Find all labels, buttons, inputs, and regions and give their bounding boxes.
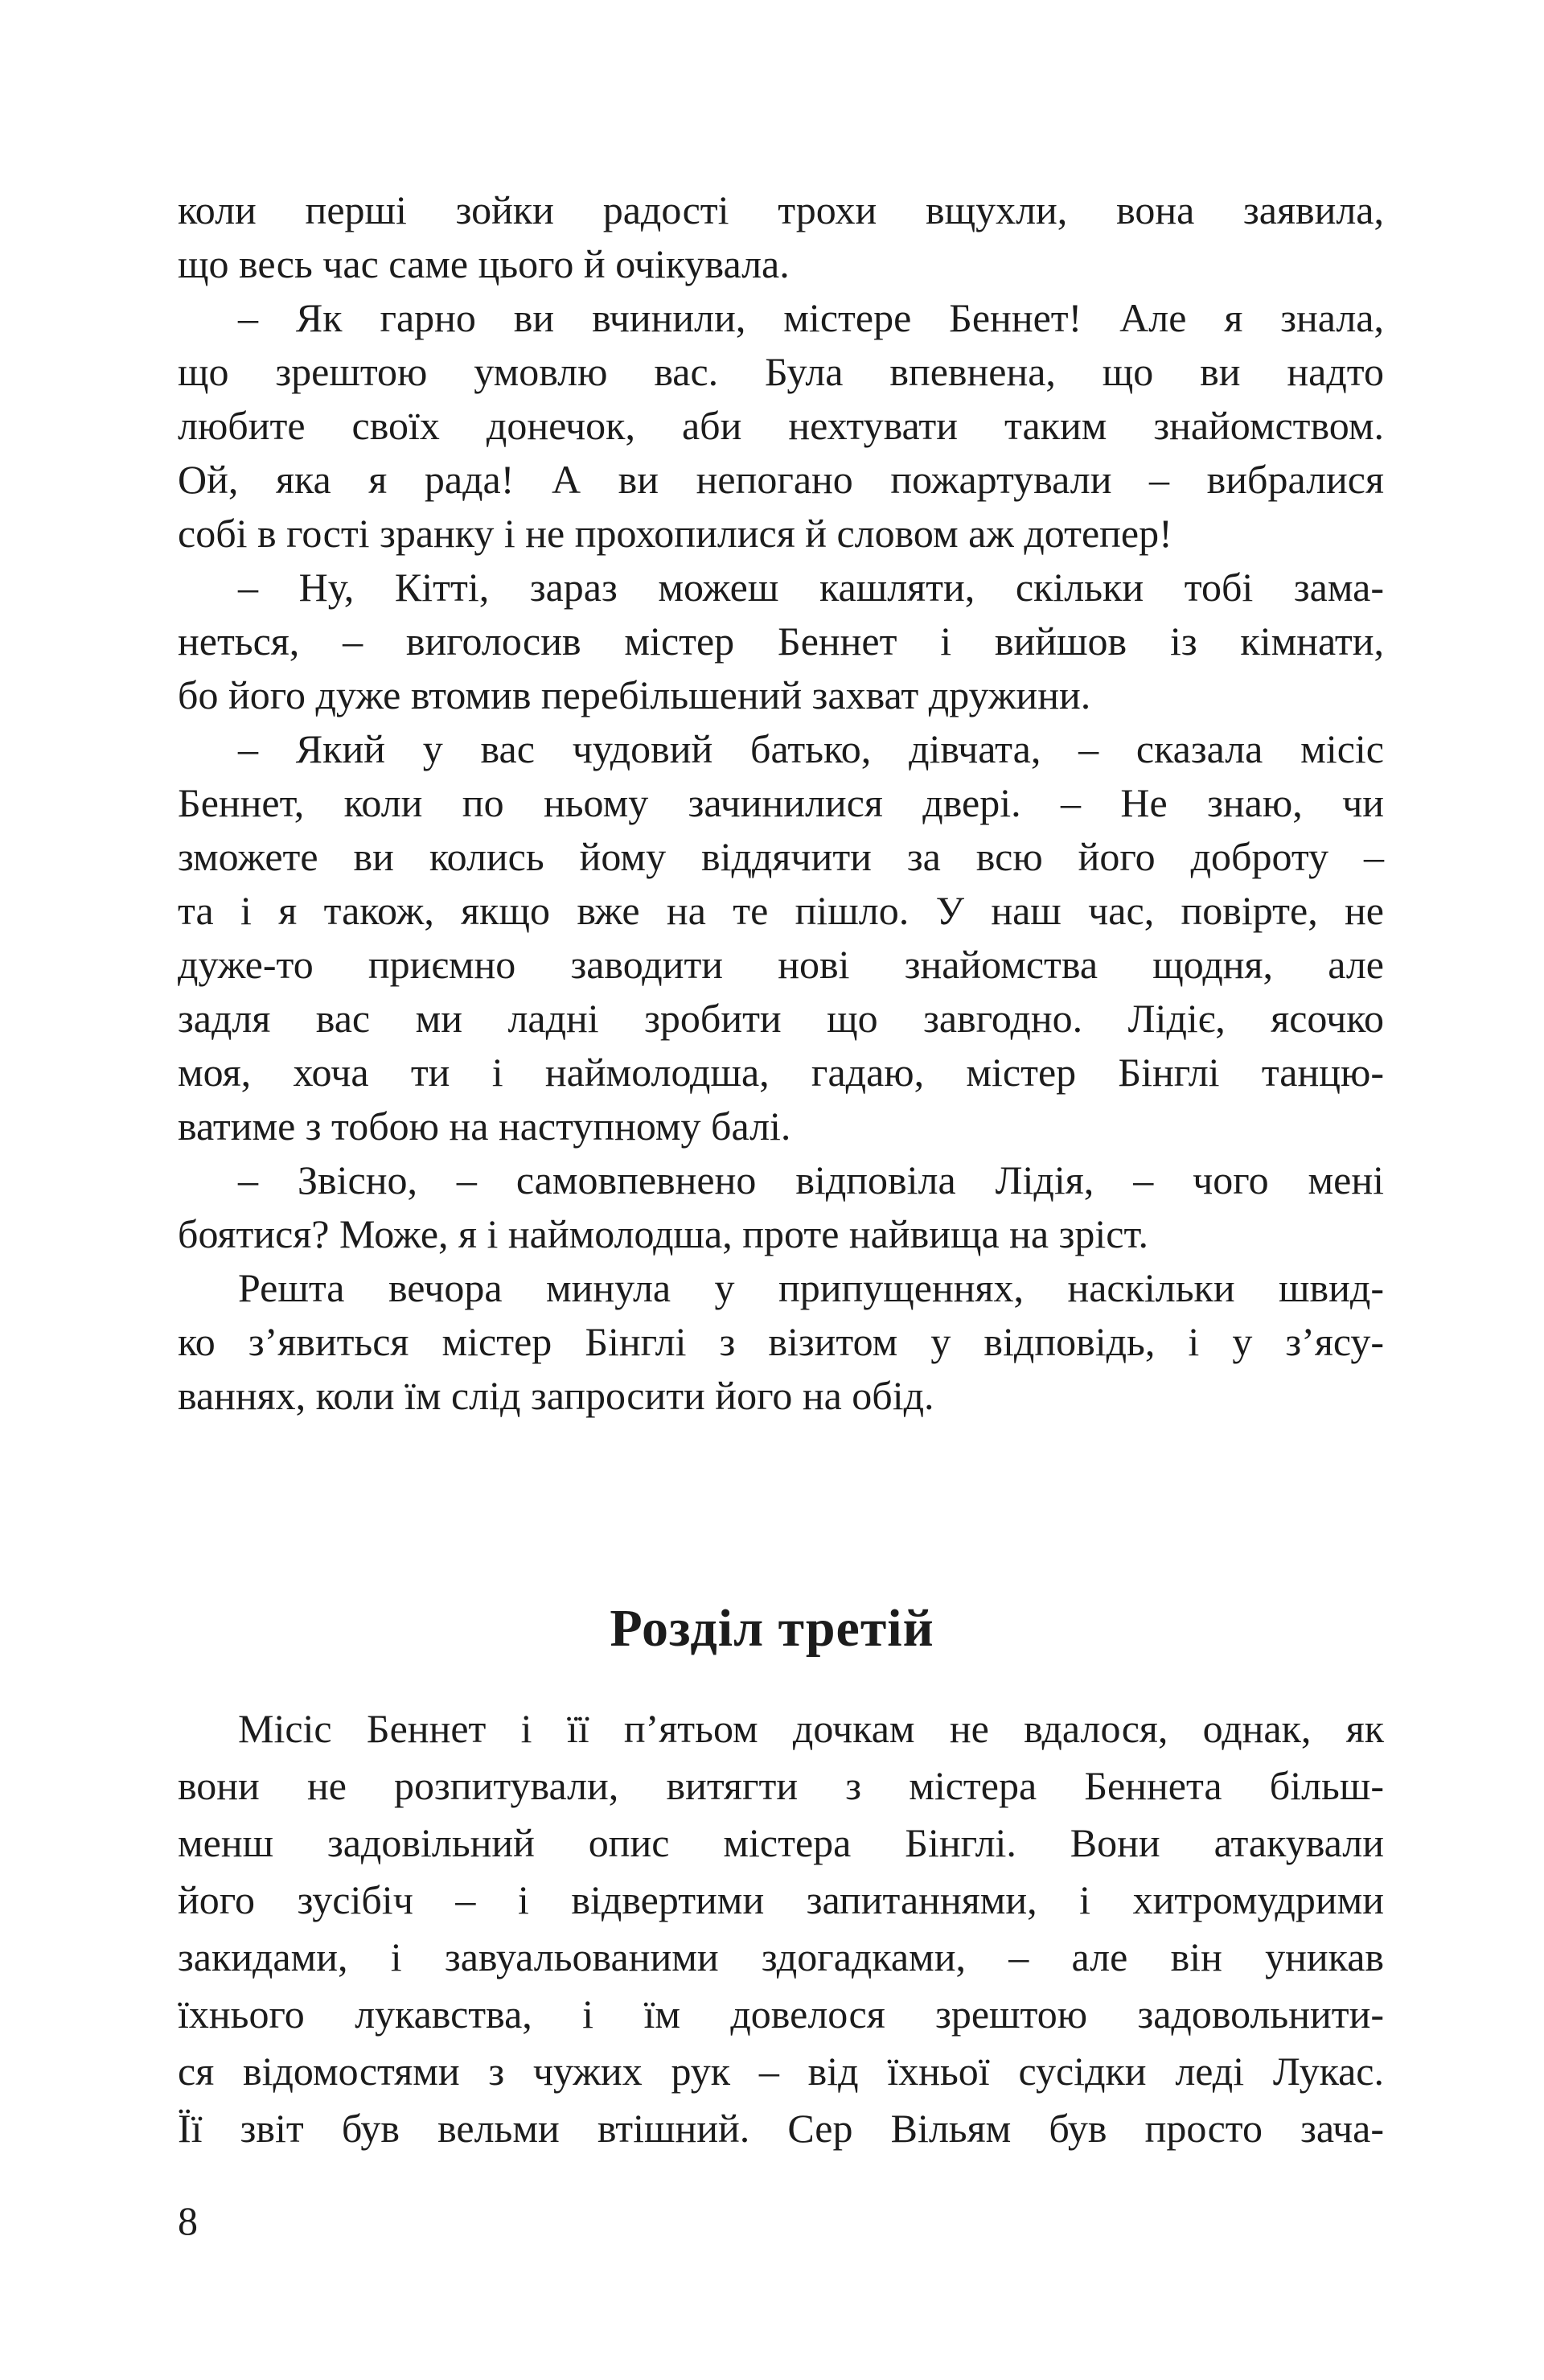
text-line: зможете ви колись йому віддячити за всю його доброту – bbox=[178, 834, 1384, 879]
text-section-before-chapter bbox=[178, 183, 1384, 1423]
text-line: бо його дуже втомив перебільшений захват дружини. bbox=[178, 672, 1091, 717]
text-line: – Звісно, – самовпевнено відповіла Лідія, – чого мені bbox=[238, 1157, 1384, 1202]
text-line: менш задовільний опис містера Бінглі. Вони атакували bbox=[178, 1820, 1384, 1865]
text-line: Місіс Беннет і її п’ятьом дочкам не вдалося, однак, як bbox=[238, 1706, 1384, 1751]
text-line: закидами, і завуальованими здогадками, – але він уникав bbox=[178, 1934, 1384, 1979]
text-line: що зрештою умовлю вас. Була впевнена, що ви надто bbox=[178, 349, 1384, 394]
text-line: ватиме з тобою на наступному балі. bbox=[178, 1104, 791, 1149]
text-line: неться, – виголосив містер Беннет і вийшов із кімнати, bbox=[178, 619, 1384, 664]
paragraph bbox=[178, 1261, 1384, 1423]
page-number: 8 bbox=[178, 2198, 198, 2243]
text-line: його зусібіч – і відвертими запитаннями, і хитромудрими bbox=[178, 1877, 1384, 1922]
paragraph bbox=[178, 291, 1384, 561]
paragraph bbox=[178, 1700, 1384, 2157]
text-line: задля вас ми ладні зробити що завгодно. Лідіє, ясочко bbox=[178, 996, 1384, 1041]
text-line: боятися? Може, я і наймолодша, проте найвища на зріст. bbox=[178, 1211, 1149, 1256]
text-section-chapter-three bbox=[178, 1700, 1384, 2157]
text-line: – Ну, Кітті, зараз можеш кашляти, скільки тобі зама- bbox=[238, 565, 1384, 610]
text-line: ваннях, коли їм слід запросити його на обід. bbox=[178, 1373, 934, 1418]
paragraph bbox=[178, 1153, 1384, 1261]
text-line: що весь час саме цього й очікувала. bbox=[178, 241, 790, 286]
text-line: та і я також, якщо вже на те пішло. У наш час, повірте, не bbox=[178, 888, 1384, 933]
text-line: – Який у вас чудовий батько, дівчата, – сказала місіс bbox=[238, 726, 1384, 771]
text-line: собі в гості зранку і не прохопилися й словом аж дотепер! bbox=[178, 511, 1172, 556]
text-line: Ой, яка я рада! А ви непогано пожартували – вибралися bbox=[178, 457, 1384, 502]
text-line: дуже-то приємно заводити нові знайомства щодня, але bbox=[178, 942, 1384, 987]
chapter-heading: Розділ третій bbox=[610, 1599, 934, 1658]
text-line: коли перші зойки радості трохи вщухли, вона заявила, bbox=[178, 187, 1384, 232]
text-line: вони не розпитували, витягти з містера Беннета більш- bbox=[178, 1763, 1384, 1808]
text-line: Беннет, коли по ньому зачинилися двері. – Не знаю, чи bbox=[178, 780, 1384, 825]
paragraph bbox=[178, 561, 1384, 722]
text-line: Її звіт був вельми втішний. Сер Вільям був просто зача- bbox=[178, 2106, 1384, 2151]
text-line: ко з’явиться містер Бінглі з візитом у відповідь, і у з’ясу- bbox=[178, 1319, 1384, 1364]
text-line: любите своїх донечок, аби нехтувати таким знайомством. bbox=[178, 403, 1384, 448]
text-line: їхнього лукавства, і їм довелося зрештою задовольнити- bbox=[178, 1992, 1384, 2037]
text-line: моя, хоча ти і наймолодша, гадаю, містер Бінглі танцю- bbox=[178, 1050, 1384, 1095]
paragraph bbox=[178, 183, 1384, 291]
text-line: ся відомостями з чужих рук – від їхньої сусідки леді Лукас. bbox=[178, 2049, 1384, 2094]
paragraph bbox=[178, 722, 1384, 1153]
text-line: – Як гарно ви вчинили, містере Беннет! Але я знала, bbox=[238, 295, 1384, 340]
text-line: Решта вечора минула у припущеннях, наскільки швид- bbox=[238, 1265, 1384, 1310]
